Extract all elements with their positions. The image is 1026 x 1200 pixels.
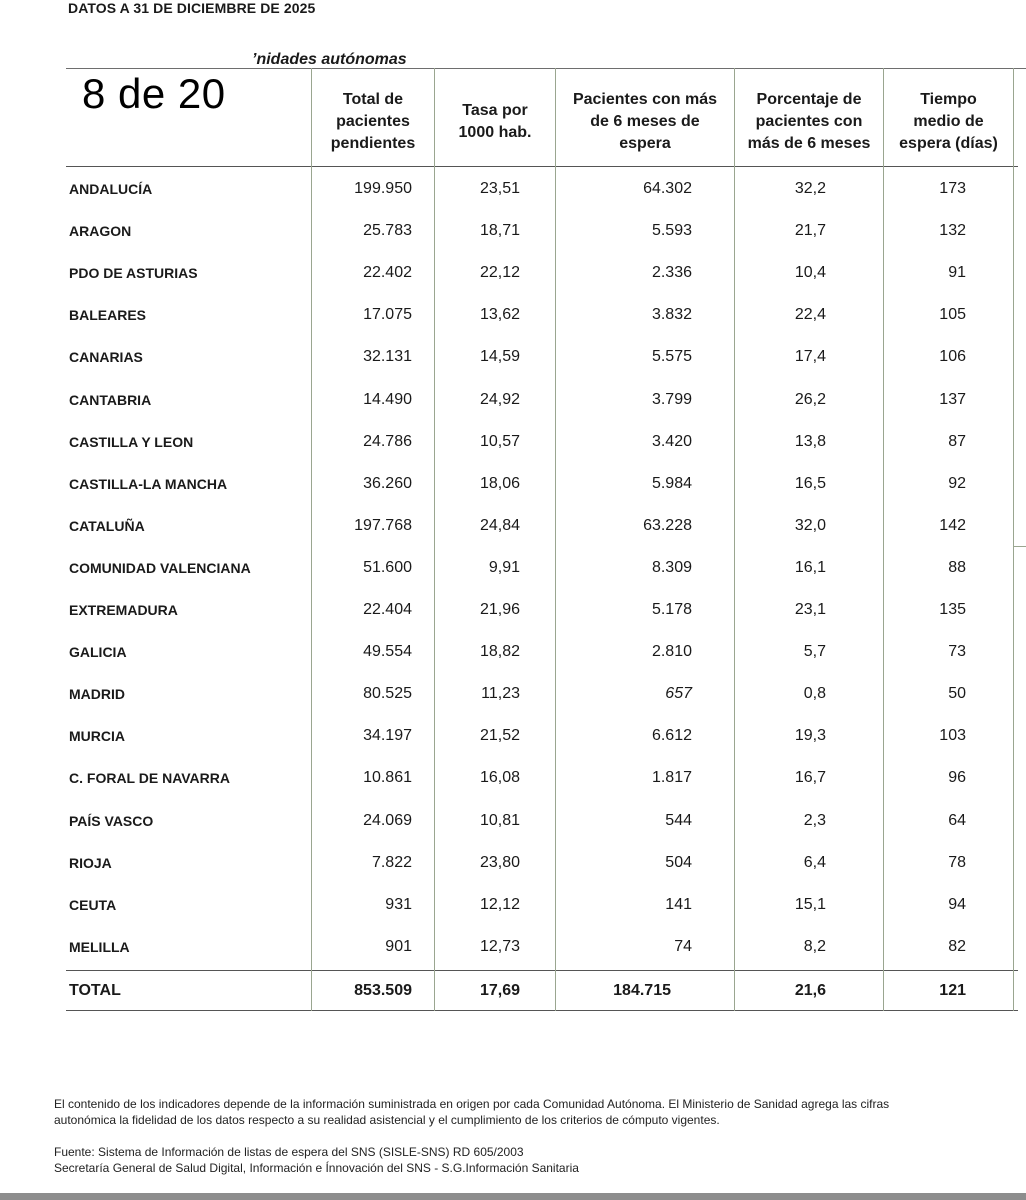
cell-tasa: 10,57 — [479, 432, 520, 450]
cell-porcentaje: 23,1 — [794, 601, 826, 618]
cell-porcentaje: 5,7 — [803, 643, 826, 661]
region-name: MADRID — [69, 686, 125, 703]
cell-pendientes: 36.260 — [363, 474, 412, 492]
cell-tiempo-medio: 73 — [948, 643, 966, 661]
cell-tiempo-medio: 50 — [948, 685, 966, 703]
cell-pendientes: 32.131 — [363, 348, 412, 366]
cell-tiempo-medio: 92 — [948, 474, 966, 492]
source-line-2: Secretaría General de Salud Digital, Información e Ínnovación del SNS - S.G.Información Sanitaria — [54, 1161, 579, 1175]
cell-tiempo-medio: 135 — [939, 601, 966, 618]
table-row — [66, 168, 1018, 210]
disclaimer-line-1: El contenido de los indicadores depende de la información suministrada en origen por cada Comunidad Autónoma. El Ministerio de Sanidad agrega las cifras — [54, 1097, 890, 1111]
table-row — [66, 294, 1018, 336]
column-header-tasa: Tasa por 1000 hab. — [458, 102, 532, 141]
table-row — [66, 673, 1018, 715]
cell-mas-6-meses: 3.420 — [651, 432, 692, 450]
cell-tasa: 11,23 — [481, 685, 520, 703]
cell-porcentaje: 32,0 — [794, 516, 826, 534]
table-row — [66, 715, 1018, 757]
cell-tiempo-medio: 105 — [939, 306, 966, 324]
cell-tiempo-medio: 82 — [948, 937, 966, 955]
source-line-1: Fuente: Sistema de Información de listas de espera del SNS (SISLE-SNS) RD 605/2003 — [54, 1145, 524, 1159]
cell-pendientes: 24.786 — [363, 432, 412, 450]
column-header-mas-6-meses: Pacientes con más de 6 meses de espera — [572, 91, 718, 152]
cell-tiempo-medio: 94 — [948, 895, 966, 913]
cell-mas-6-meses: 2.810 — [651, 643, 692, 661]
cell-tasa: 16,08 — [479, 769, 520, 787]
table-row — [66, 589, 1018, 631]
cell-pendientes: 10.861 — [363, 769, 412, 787]
table-row — [66, 800, 1018, 842]
report-date: DATOS A 31 DE DICIEMBRE DE 2025 — [68, 0, 316, 16]
region-name: CEUTA — [69, 896, 117, 913]
region-name: COMUNIDAD VALENCIANA — [69, 559, 251, 576]
table-row — [66, 631, 1018, 673]
cell-tasa: 18,82 — [479, 643, 520, 661]
cell-porcentaje: 6,4 — [803, 853, 826, 871]
region-name: BALEARES — [69, 307, 147, 324]
cell-tasa: 24,84 — [479, 516, 520, 534]
cell-tasa: 21,52 — [479, 727, 520, 745]
cell-pendientes: 7.822 — [371, 853, 412, 871]
region-name: PAÍS VASCO — [69, 812, 154, 829]
table-row — [66, 379, 1018, 421]
cell-porcentaje: 19,3 — [794, 727, 826, 745]
cell-porcentaje: 16,5 — [794, 474, 826, 492]
cell-porcentaje: 17,4 — [794, 348, 826, 366]
cell-pendientes: 22.404 — [363, 601, 412, 618]
cell-mas-6-meses: 6.612 — [651, 727, 692, 745]
cell-porcentaje: 26,2 — [794, 390, 826, 408]
cell-porcentaje: 21,7 — [794, 222, 826, 240]
cell-tasa: 12,73 — [479, 937, 520, 955]
cell-pendientes: 901 — [385, 937, 412, 955]
cell-mas-6-meses: 141 — [665, 895, 692, 913]
region-name: CASTILLA-LA MANCHA — [69, 475, 228, 492]
cell-tasa: 9,91 — [488, 558, 520, 576]
cell-mas-6-meses: 5.178 — [651, 601, 692, 618]
table-row — [66, 421, 1018, 463]
cell-tiempo-medio: 173 — [939, 180, 966, 197]
header-bottom-rule — [66, 166, 1018, 167]
region-name: MURCIA — [69, 728, 125, 745]
region-name: CANARIAS — [69, 349, 143, 366]
cell-tasa: 23,51 — [479, 180, 520, 197]
cell-mas-6-meses: 5.593 — [651, 222, 692, 240]
cell-mas-6-meses: 5.984 — [651, 474, 692, 492]
cell-pendientes: 931 — [385, 895, 412, 913]
bottom-border — [0, 1193, 1026, 1200]
cell-tiempo-medio: 142 — [939, 516, 966, 534]
cell-pendientes: 22.402 — [363, 264, 412, 282]
cell-pendientes: 80.525 — [363, 685, 412, 703]
cell-mas-6-meses: 64.302 — [643, 180, 692, 197]
table-row — [66, 884, 1018, 926]
cell-tiempo-medio: 106 — [939, 348, 966, 366]
region-name: CASTILLA Y LEON — [69, 433, 194, 450]
column-header-total: Total de pacientes pendientes — [330, 91, 416, 152]
region-name: CANTABRIA — [69, 391, 152, 408]
total-tasa: 17,69 — [479, 982, 520, 999]
region-name: ARAGON — [69, 223, 132, 240]
cell-tiempo-medio: 88 — [948, 558, 966, 576]
cell-tiempo-medio: 137 — [939, 390, 966, 408]
cell-tiempo-medio: 91 — [948, 264, 966, 282]
cell-porcentaje: 8,2 — [803, 937, 826, 955]
table-row — [66, 210, 1018, 252]
region-name: EXTREMADURA — [69, 602, 178, 618]
table-row — [66, 463, 1018, 505]
cell-tiempo-medio: 78 — [948, 853, 966, 871]
cell-mas-6-meses: 3.832 — [651, 306, 692, 324]
region-name: GALICIA — [69, 644, 127, 661]
table-row — [66, 926, 1018, 968]
cell-tasa: 23,80 — [479, 853, 520, 871]
table-row — [66, 505, 1018, 547]
column-header-porcentaje: Porcentaje de pacientes con más de 6 meses — [747, 91, 871, 152]
cell-pendientes: 34.197 — [363, 727, 412, 745]
table-row — [66, 842, 1018, 884]
cell-tiempo-medio: 132 — [939, 222, 966, 240]
total-row — [66, 970, 1018, 1012]
cell-pendientes: 14.490 — [363, 390, 412, 408]
table-row — [66, 547, 1018, 589]
cell-pendientes: 25.783 — [363, 222, 412, 240]
page-counter: 8 de 20 — [82, 70, 226, 117]
cell-mas-6-meses: 657 — [665, 685, 692, 703]
region-name: PDO DE ASTURIAS — [69, 265, 198, 282]
cell-porcentaje: 22,4 — [794, 306, 826, 324]
cell-tasa: 10,81 — [479, 811, 520, 829]
cell-porcentaje: 13,8 — [794, 432, 826, 450]
cell-mas-6-meses: 2.336 — [651, 264, 692, 282]
cell-pendientes: 197.768 — [354, 516, 412, 534]
region-name: MELILLA — [69, 938, 130, 955]
cell-tasa: 21,96 — [479, 601, 520, 618]
cell-tasa: 24,92 — [479, 390, 520, 408]
total-porcentaje: 21,6 — [794, 982, 826, 999]
cell-tiempo-medio: 96 — [948, 769, 966, 787]
table-top-rule — [66, 68, 1026, 69]
section-title: ’nidades autónomas — [252, 51, 407, 68]
disclaimer-line-2: autonómica la fidelidad de los datos respecto a su realidad asistencial y el cumplimiento de los criterios de cómputo vigentes. — [54, 1113, 720, 1127]
cell-mas-6-meses: 8.309 — [651, 558, 692, 576]
region-name: C. FORAL DE NAVARRA — [69, 770, 230, 787]
total-pendientes: 853.509 — [354, 982, 412, 999]
column-header-tiempo-medio: Tiempo medio de espera (días) — [899, 91, 998, 152]
cell-tiempo-medio: 103 — [939, 727, 966, 745]
cell-tasa: 18,06 — [479, 474, 520, 492]
region-name: ANDALUCÍA — [69, 181, 153, 197]
cell-porcentaje: 16,7 — [794, 769, 826, 787]
cell-porcentaje: 2,3 — [803, 811, 826, 829]
cell-tasa: 22,12 — [479, 264, 520, 282]
cell-porcentaje: 15,1 — [794, 895, 826, 913]
cell-mas-6-meses: 544 — [665, 811, 692, 829]
cell-porcentaje: 10,4 — [794, 264, 826, 282]
cell-mas-6-meses: 5.575 — [651, 348, 692, 366]
region-name: CATALUÑA — [69, 517, 145, 534]
cell-mas-6-meses: 504 — [665, 853, 692, 871]
cell-tasa: 13,62 — [479, 306, 520, 324]
region-name: RIOJA — [69, 854, 112, 871]
table-row — [66, 757, 1018, 799]
cell-tiempo-medio: 64 — [948, 811, 966, 829]
cell-tasa: 12,12 — [479, 895, 520, 913]
total-label: TOTAL — [69, 982, 121, 999]
total-mas-6-meses: 184.715 — [613, 982, 671, 999]
cell-mas-6-meses: 3.799 — [651, 390, 692, 408]
cell-mas-6-meses: 63.228 — [643, 516, 692, 534]
cell-tiempo-medio: 87 — [948, 432, 966, 450]
cell-pendientes: 24.069 — [363, 811, 412, 829]
table-row — [66, 252, 1018, 294]
cell-porcentaje: 32,2 — [794, 180, 826, 197]
cell-mas-6-meses: 1.817 — [651, 769, 692, 787]
table-row — [66, 336, 1018, 378]
cell-porcentaje: 0,8 — [803, 685, 826, 703]
cell-pendientes: 51.600 — [363, 558, 412, 576]
cell-mas-6-meses: 74 — [674, 937, 692, 955]
cell-tasa: 18,71 — [479, 222, 520, 240]
total-tiempo-medio: 121 — [939, 982, 966, 999]
cell-tasa: 14,59 — [479, 348, 520, 366]
cell-pendientes: 199.950 — [354, 180, 412, 197]
cell-pendientes: 17.075 — [363, 306, 412, 324]
cell-porcentaje: 16,1 — [794, 558, 826, 576]
cell-pendientes: 49.554 — [363, 643, 412, 661]
